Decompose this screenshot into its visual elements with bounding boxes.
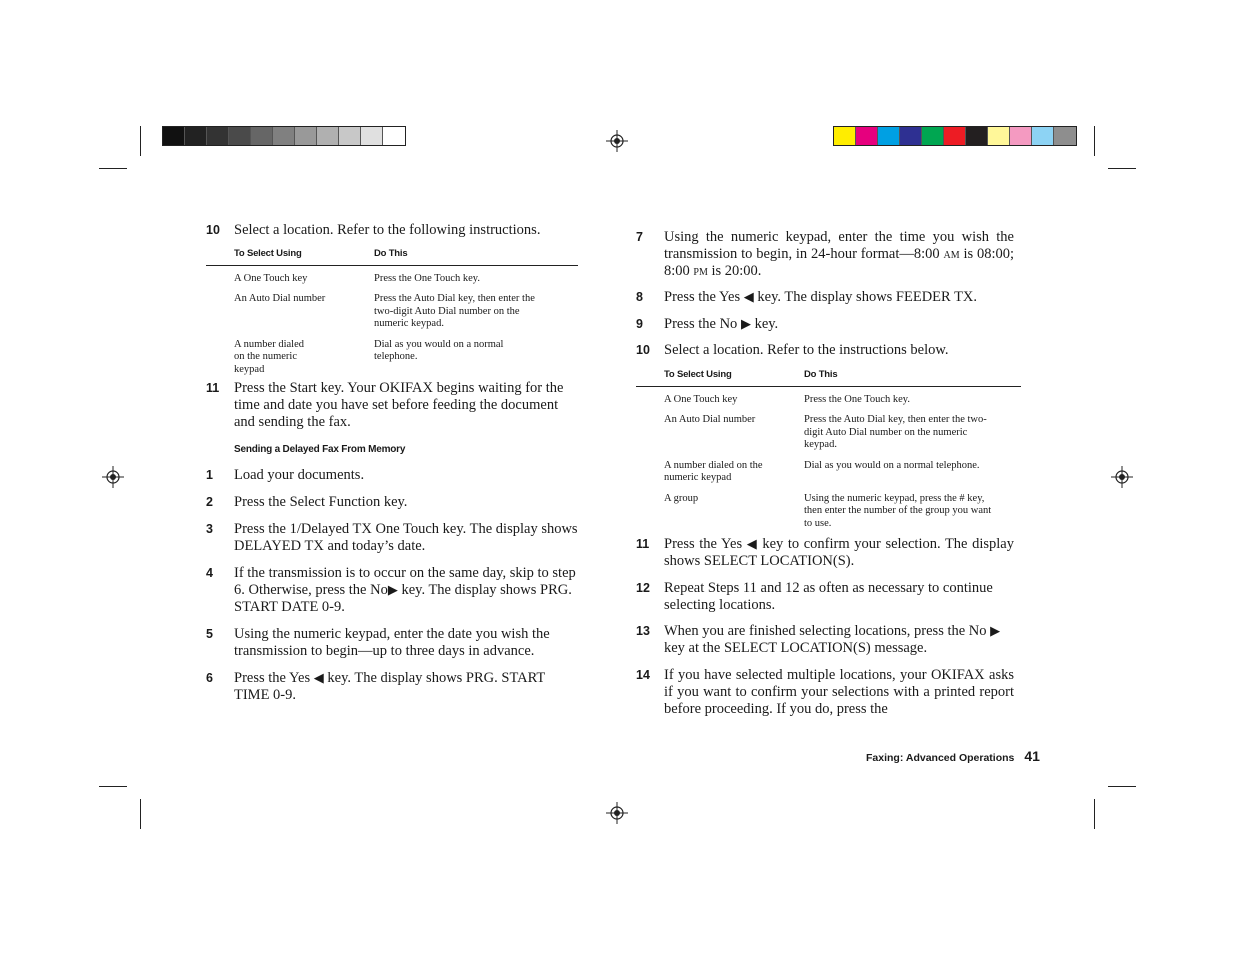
color-swatch [317,127,339,145]
step-text: key. The display shows FEEDER TX. [753,289,978,305]
step-text: Press the Start key. Your OKIFAX begins waiting for the time and date you have set before feeding the document and sending the fax. [234,380,564,430]
location-table [636,369,1021,530]
crop-mark [140,799,141,829]
step-number: 11 [206,381,220,395]
step-text: Press the Yes [664,536,747,552]
step-text: is 08:00; 8:00 [664,246,1015,279]
table-header: To Select Using [636,369,804,386]
table-header-row [206,248,578,265]
step-10 [206,222,579,239]
registration-mark-icon [1111,466,1133,488]
color-swatch [361,127,383,145]
page-number: 41 [1024,748,1040,764]
table-cell: Press the Auto Dial key, then enter the two-digit Auto Dial number on the numeric keypad. [804,414,987,450]
step-text: Press the 1/Delayed TX One Touch key. The display shows DELAYED TX and today’s date. [234,521,578,554]
step-number: 10 [636,343,650,357]
color-swatch [988,127,1010,145]
step-text: is 20:00. [707,263,762,279]
step-11 [636,536,1014,570]
color-swatch [251,127,273,145]
step-text: If the transmission is to occur on the same day, skip to step 6. Otherwise, press the No [234,565,576,598]
color-swatch [229,127,251,145]
color-swatch [273,127,295,145]
left-triangle-icon: ◀ [743,290,754,305]
table-cell: A group [664,492,699,504]
registration-mark-icon [606,802,628,824]
crop-mark [99,168,127,169]
table-header-row [636,369,1021,386]
color-swatch [163,127,185,145]
table-cell: A One Touch key [234,272,308,284]
color-bar [833,126,1077,146]
color-swatch [944,127,966,145]
step-text: key to confirm your selection. The display shows SELECT LOCATION(S). [664,536,1014,569]
step-5 [206,626,579,660]
step-number: 7 [636,230,643,244]
step-9 [636,316,1014,333]
table-cell: An Auto Dial number [234,293,326,304]
page-footer [866,748,1040,766]
table-cell: Press the One Touch key. [374,272,480,284]
step-text: If you have selected multiple locations, your OKIFAX asks if you want to confirm your selections with a printed report before proceeding. If you do, press the [664,667,1014,717]
color-swatch [1054,127,1076,145]
step-number: 1 [206,468,213,482]
crop-mark [1108,168,1136,169]
step-text: Select a location. Refer to the following instructions. [234,222,541,238]
left-column [206,222,579,704]
color-swatch [185,127,207,145]
step-text: key. [750,316,779,332]
color-swatch [295,127,317,145]
table-row [206,331,578,377]
step-4 [206,565,579,616]
table-cell: Dial as you would on a normal telephone. [374,338,504,362]
color-swatch [966,127,988,145]
step-text: Using the numeric keypad, enter the time you wish the transmission to begin, in 24-hour format—8:00 [664,229,1014,262]
location-table [206,248,578,376]
step-number: 11 [636,537,650,551]
step-number: 13 [636,624,650,638]
step-text: When you are finished selecting locations, press the No [664,623,991,639]
table-row [636,452,1021,485]
table-row [206,285,578,331]
table-header: Do This [804,369,1021,386]
step-14 [636,667,1014,718]
step-text: Press the Select Function key. [234,494,408,510]
color-swatch [383,127,405,145]
table-cell: A number dialed on the numeric keypad [234,338,304,375]
step-text: Repeat Steps 11 and 12 as often as necessary to continue selecting locations. [664,580,993,613]
registration-mark-icon [102,466,124,488]
step-6 [206,670,579,704]
crop-mark [140,126,141,156]
table-header: Do This [374,248,578,265]
step-text: Select a location. Refer to the instructions below. [664,342,949,358]
color-swatch [900,127,922,145]
step-number: 14 [636,668,650,682]
gray-ramp-bar [162,126,406,146]
step-text: key at the SELECT LOCATION(S) message. [664,640,928,656]
right-triangle-icon: ▶ [387,583,398,598]
table-row [206,265,578,285]
right-triangle-icon: ▶ [740,317,751,332]
step-text: Load your documents. [234,467,365,483]
step-10 [636,342,1014,359]
step-number: 6 [206,671,213,685]
step-number: 4 [206,566,213,580]
table-cell: Using the numeric keypad, press the # key, then enter the number of the group you want to use. [804,492,992,529]
running-footer-title: Faxing: Advanced Operations [866,752,1015,764]
color-swatch [922,127,944,145]
color-swatch [1010,127,1032,145]
step-text: key. The display shows PRG. START TIME 0-9. [234,670,546,703]
step-3 [206,521,579,555]
step-text: Using the numeric keypad, enter the date you wish the transmission to begin—up to three days in advance. [234,626,550,659]
crop-mark [1094,126,1095,156]
step-text: Press the Yes [664,289,744,305]
table-row [636,386,1021,406]
step-text: key. The display shows PRG. START DATE 0-9. [234,582,572,615]
step-number: 3 [206,522,213,536]
section-subheading: Sending a Delayed Fax From Memory [234,444,406,455]
step-text: Press the Yes [234,670,314,686]
table-row [636,485,1021,531]
step-number: 9 [636,317,643,331]
step-11 [206,380,579,431]
left-triangle-icon: ◀ [313,671,324,686]
step-7 [636,229,1015,280]
color-swatch [207,127,229,145]
color-swatch [339,127,361,145]
step-number: 2 [206,495,213,509]
color-swatch [856,127,878,145]
step-number: 10 [206,223,220,237]
step-8 [636,289,1014,306]
crop-mark [1094,799,1095,829]
table-cell: Dial as you would on a normal telephone. [804,459,980,471]
pm-label: pm [693,263,708,279]
table-cell: A One Touch key [664,393,738,405]
color-swatch [834,127,856,145]
right-column [636,229,1015,718]
table-cell: An Auto Dial number [664,414,756,425]
table-row [636,406,1021,452]
color-swatch [878,127,900,145]
registration-mark-icon [606,130,628,152]
step-number: 12 [636,581,650,595]
step-number: 8 [636,290,643,304]
step-1 [206,467,579,484]
table-cell: Press the One Touch key. [804,393,910,405]
right-triangle-icon: ▶ [990,624,1001,639]
left-triangle-icon: ◀ [746,537,758,552]
am-label: am [943,246,960,262]
color-swatch [1032,127,1054,145]
step-12 [636,580,1014,614]
crop-mark [1108,786,1136,787]
crop-mark [99,786,127,787]
step-number: 5 [206,627,213,641]
step-text: Press the No [664,316,741,332]
table-header: To Select Using [206,248,374,265]
step-13 [636,623,1014,657]
table-cell: A number dialed on the numeric keypad [664,459,763,483]
table-cell: Press the Auto Dial key, then enter the two-digit Auto Dial number on the numeric keypad. [374,293,535,329]
step-2 [206,494,579,511]
